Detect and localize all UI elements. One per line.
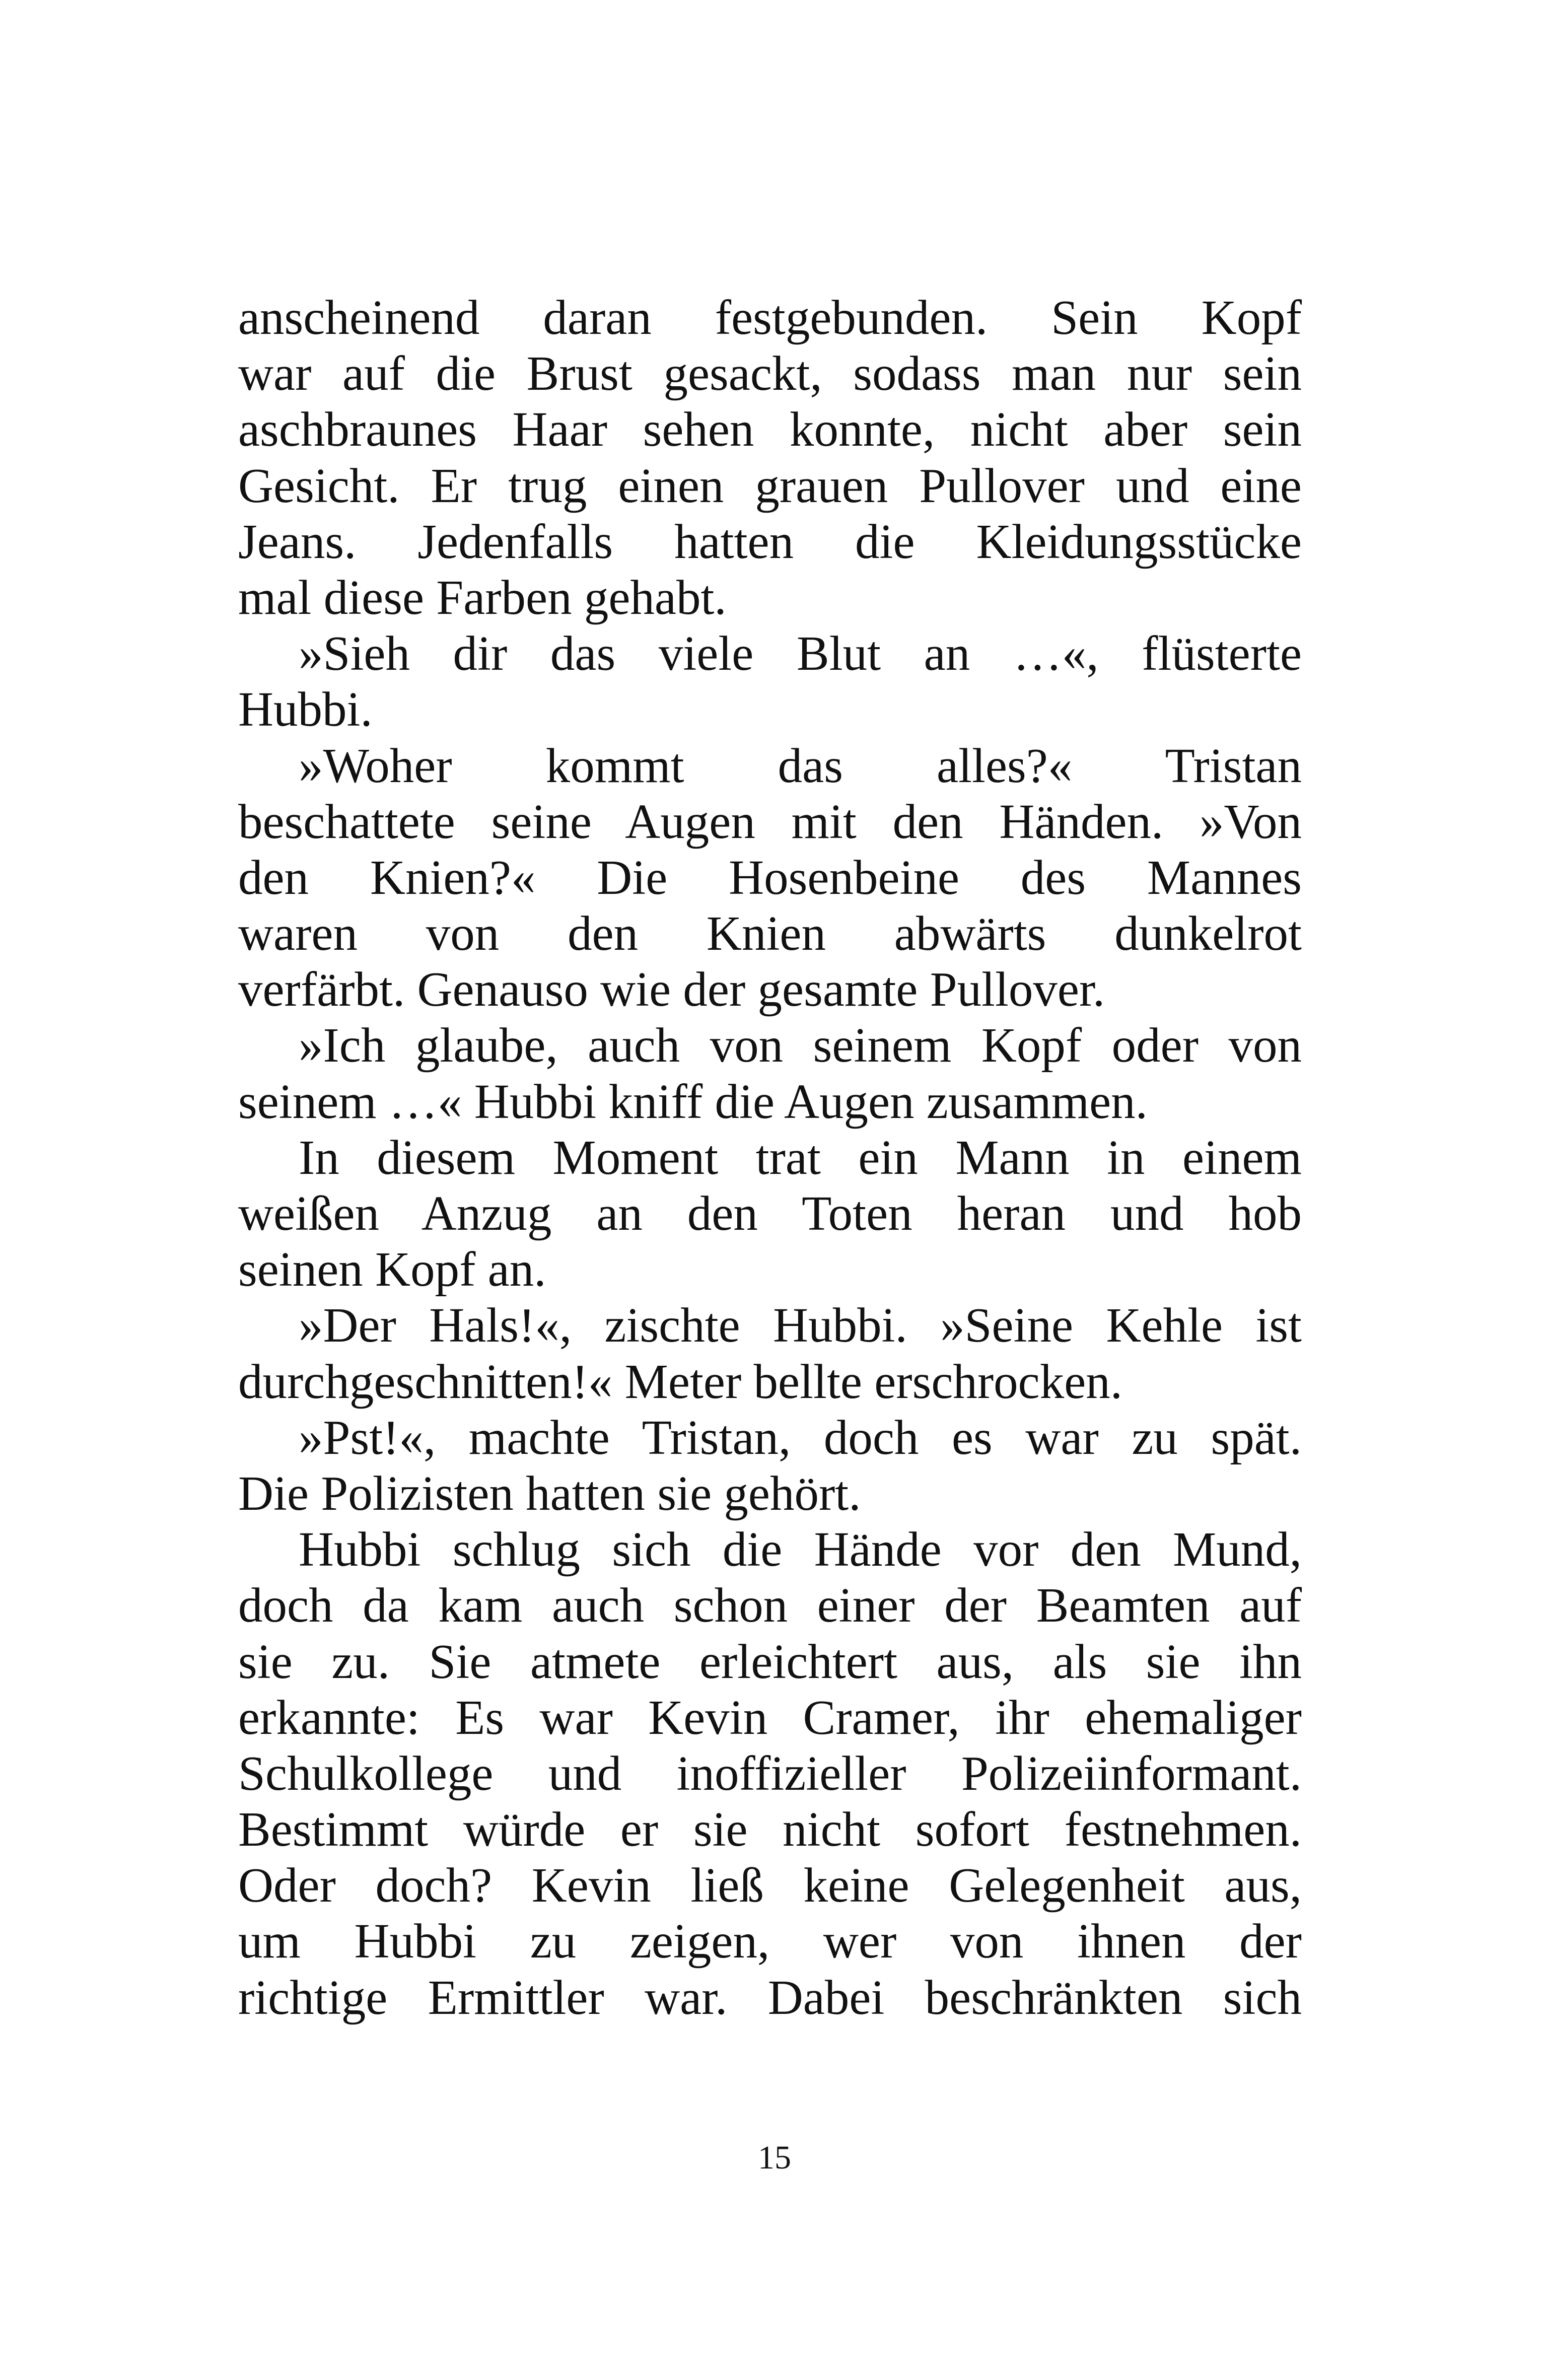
text-line: Hubbi schlug sich die Hände vor den Mund,	[299, 1522, 1302, 1577]
text-line: weißen Anzug an den Toten heran und hob	[238, 1186, 1302, 1240]
text-line: richtige Ermittler war. Dabei beschränkten sich	[238, 1970, 1302, 2024]
text-line: verfärbt. Genauso wie der gesamte Pullover.	[238, 962, 1105, 1017]
text-line: sie zu. Sie atmete erleichtert aus, als sie ihn	[238, 1634, 1302, 1689]
text-line: waren von den Knien abwärts dunkelrot	[238, 906, 1302, 961]
text-line: erkannte: Es war Kevin Cramer, ihr ehemaliger	[238, 1690, 1302, 1744]
text-line: »Sieh dir das viele Blut an …«, flüsterte	[299, 626, 1302, 681]
text-line: seinem …« Hubbi kniff die Augen zusammen.	[238, 1074, 1148, 1129]
text-line: Gesicht. Er trug einen grauen Pullover und eine	[238, 458, 1302, 513]
text-line: Jeans. Jedenfalls hatten die Kleidungsstücke	[238, 514, 1302, 569]
body-text	[238, 290, 1302, 2025]
text-line: Schulkollege und inoffizieller Polizeiinformant.	[238, 1746, 1302, 1800]
text-line: Die Polizisten hatten sie gehört.	[238, 1466, 861, 1520]
text-line: aschbraunes Haar sehen konnte, nicht aber sein	[238, 402, 1302, 457]
text-line: Oder doch? Kevin ließ keine Gelegenheit aus,	[238, 1858, 1302, 1913]
text-line: »Woher kommt das alles?« Tristan	[299, 738, 1302, 793]
text-line: doch da kam auch schon einer der Beamten auf	[238, 1578, 1302, 1633]
text-line: Bestimmt würde er sie nicht sofort festnehmen.	[238, 1802, 1302, 1857]
text-line: In diesem Moment trat ein Mann in einem	[299, 1130, 1302, 1184]
text-line: seinen Kopf an.	[238, 1242, 546, 1297]
text-line: »Der Hals!«, zischte Hubbi. »Seine Kehle ist	[299, 1298, 1302, 1353]
text-line: »Ich glaube, auch von seinem Kopf oder von	[299, 1018, 1302, 1073]
text-line: war auf die Brust gesackt, sodass man nur sein	[238, 346, 1302, 401]
text-line: den Knien?« Die Hosenbeine des Mannes	[238, 850, 1302, 904]
text-line: Hubbi.	[238, 682, 373, 737]
text-line: um Hubbi zu zeigen, wer von ihnen der	[238, 1914, 1302, 1969]
page-number: 15	[758, 2139, 791, 2176]
text-line: durchgeschnitten!« Meter bellte erschrocken.	[238, 1354, 1123, 1409]
text-line: beschattete seine Augen mit den Händen. »Von	[238, 794, 1302, 849]
text-line: anscheinend daran festgebunden. Sein Kopf	[238, 291, 1302, 344]
text-line: »Pst!«, machte Tristan, doch es war zu spät.	[299, 1410, 1302, 1464]
text-line: mal diese Farben gehabt.	[238, 570, 727, 624]
